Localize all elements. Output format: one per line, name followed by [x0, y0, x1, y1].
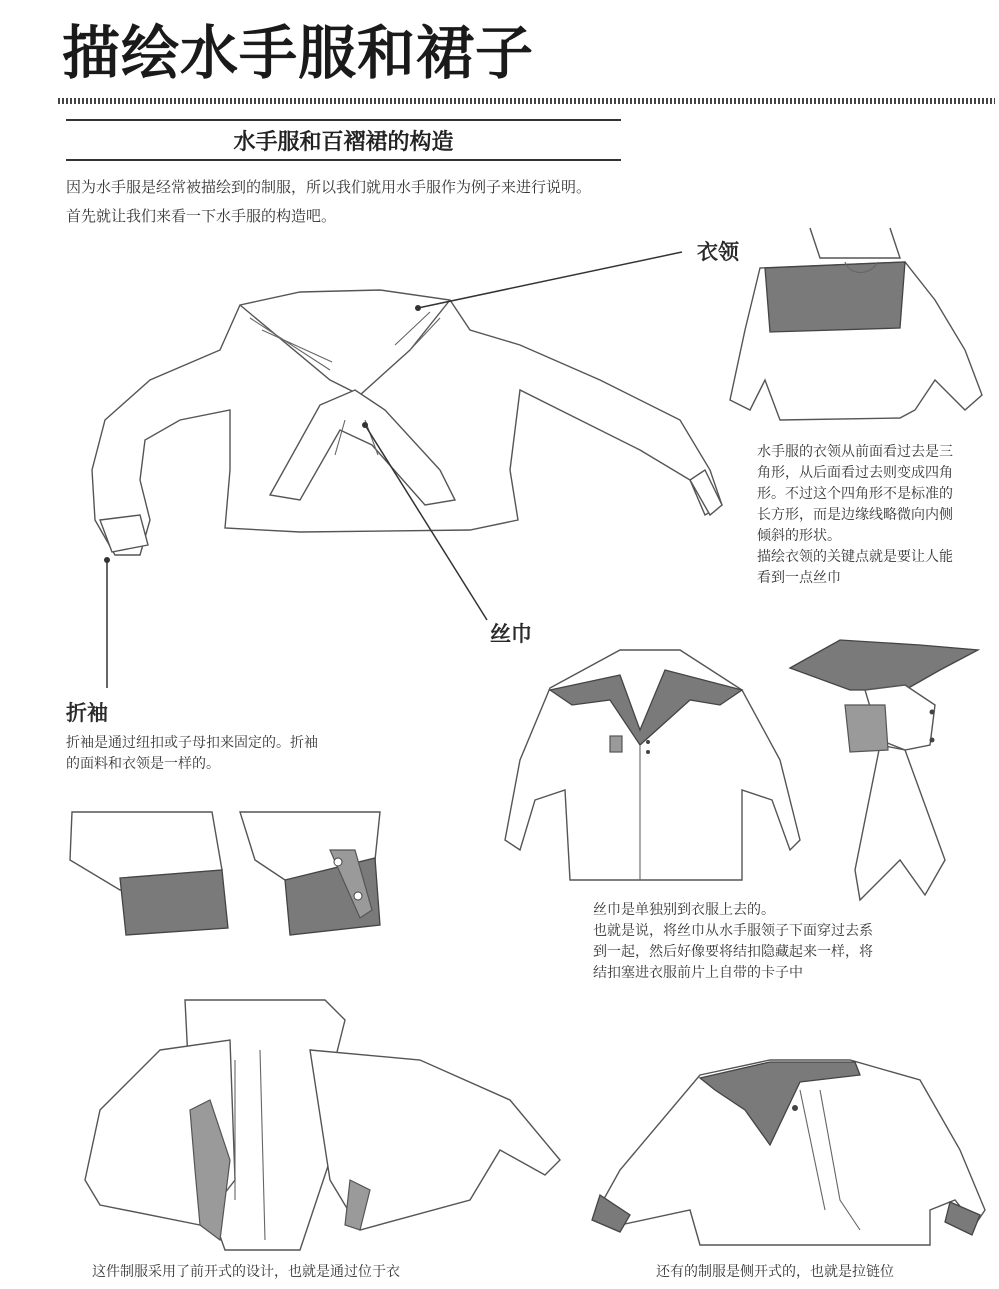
scarf-leader-dot — [362, 422, 368, 428]
collar-note-line: 看到一点丝巾 — [757, 570, 841, 586]
scarf-note-line: 到一起，然后好像要将结扣隐藏起来一样，将 — [593, 944, 873, 960]
collar-label: 衣领 — [697, 240, 739, 264]
section-title: 水手服和百褶裙的构造 — [233, 130, 454, 155]
cuff-note-line: 的面料和衣领是一样的。 — [66, 756, 220, 772]
front-open-shirt-illustration — [85, 1000, 560, 1250]
collar-note — [757, 442, 953, 589]
intro-line-2: 首先就让我们来看一下水手服的构造吧。 — [66, 207, 337, 225]
collar-note-line: 形。不过这个四角形不是标准的 — [757, 486, 953, 502]
side-open-shirt-illustration — [592, 1060, 985, 1245]
collar-note-line: 长方形，而是边缘线略微向内侧 — [757, 507, 953, 523]
collar-leader-line — [418, 252, 682, 308]
collar-note-line: 描绘衣领的关键点就是要让人能 — [757, 549, 953, 565]
scarf-knot-illustration — [790, 640, 978, 900]
scarf-label: 丝巾 — [490, 622, 532, 646]
page-title: 描绘水手服和裙子 — [62, 19, 535, 87]
front-shirt-no-scarf-illustration — [505, 650, 800, 880]
collar-leader-dot — [415, 305, 421, 311]
main-sailor-shirt-illustration — [92, 290, 722, 555]
collar-note-line: 角形，从后面看过去则变成四角 — [757, 465, 953, 481]
collar-note-line: 水手服的衣领从前面看过去是三 — [757, 444, 953, 460]
back-view-illustration — [730, 228, 982, 420]
scarf-note — [593, 900, 873, 984]
cuff-label: 折袖 — [66, 701, 108, 725]
cuff-leader-dot — [104, 557, 110, 563]
scarf-note-line: 结扣塞进衣服前片上自带的卡子中 — [593, 965, 803, 981]
cuff-closeup-illustrations — [70, 812, 380, 935]
cuff-note — [66, 733, 318, 775]
scarf-note-line: 丝巾是单独别到衣服上去的。 — [593, 902, 775, 918]
front-open-caption: 这件制服采用了前开式的设计，也就是通过位于衣 — [92, 1264, 400, 1280]
side-open-caption: 还有的制服是侧开式的，也就是拉链位 — [656, 1264, 894, 1280]
intro-line-1: 因为水手服是经常被描绘到的制服，所以我们就用水手服作为例子来进行说明。 — [66, 178, 592, 196]
collar-note-line: 倾斜的形状。 — [757, 528, 841, 544]
cuff-note-line: 折袖是通过纽扣或子母扣来固定的。折袖 — [66, 735, 318, 751]
scarf-note-line: 也就是说，将丝巾从水手服领子下面穿过去系 — [593, 923, 873, 939]
